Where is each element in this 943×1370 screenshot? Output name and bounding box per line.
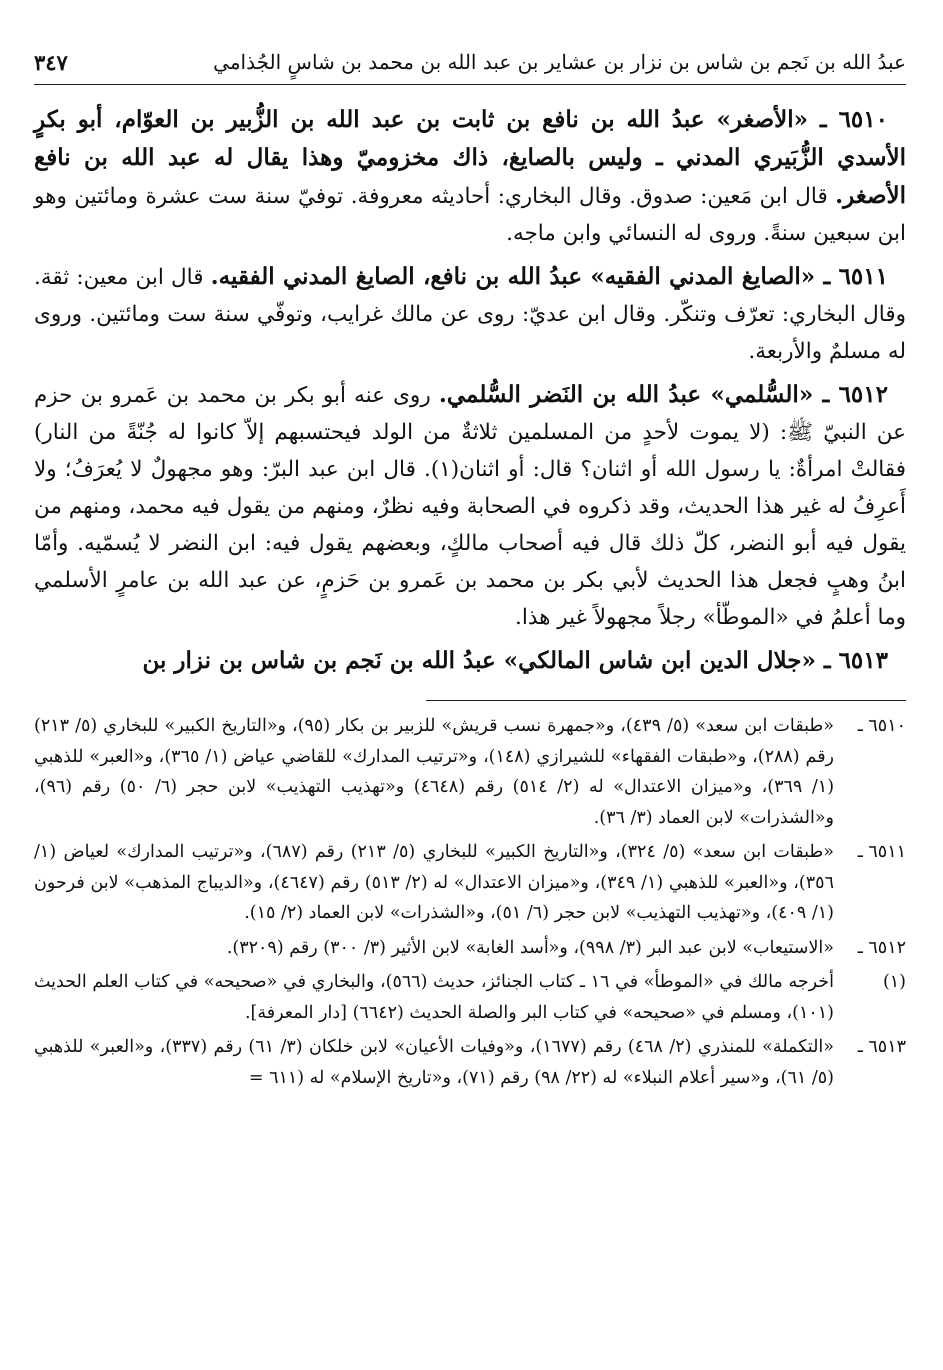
main-text (34, 101, 906, 680)
entry-heading: ٦٥١١ ـ «الصايغ المدني الفقيه» عبدُ الله بن نافع، الصايغ المدني الفقيه. (210, 263, 888, 290)
footnote-number: (١) (882, 972, 906, 992)
footnote-divider (426, 700, 906, 701)
footnote-text: أخرجه مالك في «الموطأ» في ١٦ ـ كتاب الجنائز، حديث (٥٦٦)، والبخاري في «صحيحه» في كتاب العلم الحديث (١٠١)، ومسلم في «صحيحه» في كتاب البر والصلة الحديث (٦٦٤٢) [دار المعرفة]. (34, 972, 834, 1023)
entry-heading: ٦٥١٢ ـ «السُّلمي» عبدُ الله بن النَضر السُّلمي. (438, 381, 888, 408)
entry-6510 (34, 101, 906, 252)
entry-body: قال ابن معين: ثقة. وقال البخاري: تعرّف وتنكّر. وقال ابن عديّ: روى عن مالك غرايب، وتوفّي سنة ست ومائتين. وروى له مسلمٌ والأربعة. (34, 265, 906, 364)
entry-6511 (34, 258, 906, 370)
footnote-6513 (34, 1032, 906, 1093)
footnote-6510 (34, 711, 906, 833)
footnote-6511 (34, 837, 906, 929)
entry-heading: ٦٥١٠ ـ «الأصغر» عبدُ الله بن نافع بن ثابت بن عبد الله بن الزُّبير بن العوّام، أبو بكرٍ الأسدي الزُّبَيري المدني ـ وليس بالصايغ، ذاك مخزوميّ وهذا يقال له عبد الله بن نافع الأصغر. (34, 106, 906, 209)
page-number: ٣٤٧ (34, 50, 68, 75)
footnote-text: «طبقات ابن سعد» (٥/ ٣٢٤)، و«التاريخ الكبير» للبخاري (٥/ ٢١٣) رقم (٦٨٧)، و«ترتيب المدارك» لعياض (١/ ٣٥٦)، و«العبر» للذهبي (١/ ٣٤٩)، و«ميزان الاعتدال» له (٢/ ٥١٣) رقم (٤٦٤٧)، و«الديباج المذهب» لابن فرحون (١/ ٤٠٩)، و«تهذيب التهذيب» لابن حجر (٦/ ٥١)، و«الشذرات» لابن العماد (٢/ ١٥). (34, 842, 834, 923)
entry-6513 (34, 642, 906, 680)
entry-6512 (34, 376, 906, 636)
footnote-number: ٦٥١١ ـ (857, 842, 906, 862)
page-header (34, 44, 906, 85)
footnote-number: ٦٥١٠ ـ (857, 716, 906, 736)
footnote-number: ٦٥١٢ ـ (857, 937, 906, 958)
footnotes (34, 711, 906, 1093)
footnote-1 (34, 967, 906, 1028)
entry-body: روى عنه أبو بكر بن محمد بن عَمرو بن حزم عن النبيّ ﷺ: (لا يموت لأحدٍ من المسلمين ثلاثةٌ من الولد فيحتسبهم إلاّ كانوا له جُنّةً من النار) فقالتْ امرأةٌ: يا رسول الله أو اثنان؟ قال: أو اثنان(١). قال ابن عبد البرّ: وهو مجهولٌ لا يُعرَفُ؛ ولا أَعرِفُ له غير هذا الحديث، وقد ذكروه في الصحابة وفيه نظرٌ، ومنهم من يقول فيه محمد، ومنهم من يقول فيه أبو النضر، كلّ ذلك قال فيه أصحاب مالكٍ، وبعضهم يقول فيه: ابن النضر لا يُسمّيه. وأمّا ابنُ وهبٍ فجعل هذا الحديث لأبي بكر بن محمد بن عَمرو بن حَزمٍ، عن عبد الله بن عامرٍ الأسلمي وما أعلمُ في «الموطّأ» رجلاً مجهولاً غير هذا. (34, 383, 906, 630)
footnote-text: «التكملة» للمنذري (٢/ ٤٦٨) رقم (١٦٧٧)، و«وفيات الأعيان» لابن خلكان (٣/ ٦١) رقم (٣٣٧)، و«العبر» للذهبي (٥/ ٦١)، و«سير أعلام النبلاء» له (٢٢/ ٩٨) رقم (٧١)، و«تاريخ الإسلام» له (٦١١ = (34, 1037, 834, 1088)
entry-body: قال ابن مَعين: صدوق. وقال البخاري: أحاديثه معروفة. توفيّ سنة ست عشرة ومائتين وهو ابن سبعين سنةً. وروى له النسائي وابن ماجه. (34, 184, 906, 246)
entry-heading: ٦٥١٣ ـ «جلال الدين ابن شاس المالكي» عبدُ الله بن نَجم بن شاس بن نزار بن (142, 647, 888, 674)
book-page (34, 44, 906, 1097)
running-head: عبدُ الله بن نَجم بن شاس بن نزار بن عشاير بن عبد الله بن محمد بن شاسٍ الجُذامي (213, 50, 906, 74)
footnote-number: ٦٥١٣ ـ (857, 1037, 906, 1057)
footnote-6512 (34, 933, 906, 964)
footnote-text: «الاستيعاب» لابن عبد البر (٣/ ٩٩٨)، و«أسد الغابة» لابن الأثير (٣/ ٣٠٠) رقم (٣٢٠٩). (226, 937, 834, 958)
footnote-text: «طبقات ابن سعد» (٥/ ٤٣٩)، و«جمهرة نسب قريش» للزبير بن بكار (٩٥)، و«التاريخ الكبير» للبخاري (٥/ ٢١٣) رقم (٢٨٨)، و«طبقات الفقهاء» للشيرازي (١٤٨)، و«ترتيب المدارك» للقاضي عياض (١/ ٣٦٥)، و«العبر» للذهبي (١/ ٣٦٩)، و«ميزان الاعتدال» له (٢/ ٥١٤) رقم (٤٦٤٨) و«تهذيب التهذيب» لابن حجر (٦/ ٥٠) رقم (٩٦)، و«الشذرات» لابن العماد (٣/ ٣٦). (34, 716, 835, 828)
